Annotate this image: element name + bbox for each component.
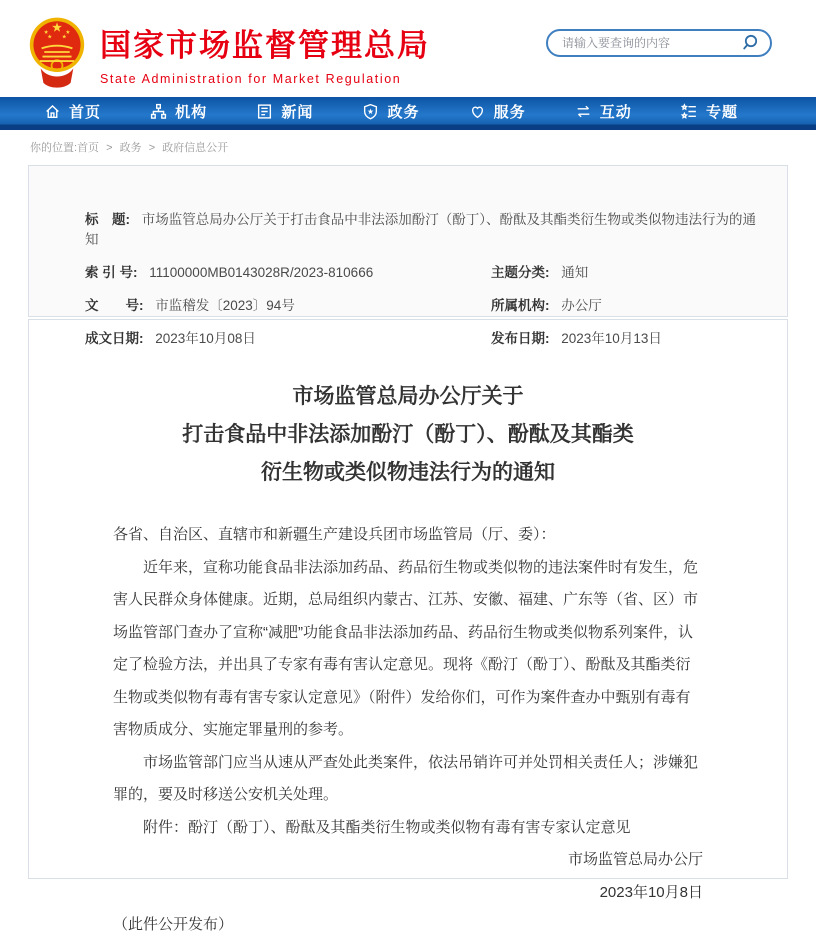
- document-meta-panel: [28, 165, 788, 346]
- meta-index-value: 11100000MB0143028R/2023-810666: [149, 265, 374, 280]
- nav-label: 首页: [69, 104, 102, 121]
- site-header: [0, 0, 816, 97]
- exchange-arrows-icon: [575, 103, 592, 120]
- document-signature: 市场监管总局办公厅: [567, 851, 703, 868]
- nav-item-interact[interactable]: [575, 101, 632, 122]
- document-publish-note: （此件公开发布）: [113, 916, 234, 933]
- nav-item-gov[interactable]: [362, 101, 419, 122]
- heart-icon: [469, 103, 486, 120]
- meta-index-label: 索 引 号:: [85, 265, 138, 280]
- meta-row-dates: [85, 327, 767, 347]
- document-salutation: 各省、自治区、直辖市和新疆生产建设兵团市场监管局（厅、委）：: [113, 526, 556, 543]
- nav-label: 机构: [175, 104, 208, 121]
- meta-publish-date-value: 2023年10月13日: [561, 331, 662, 346]
- document-title-line2: 打击食品中非法添加酚汀（酚丁）、酚酞及其酯类: [182, 423, 634, 446]
- meta-publish-date-label: 发布日期:: [491, 331, 550, 346]
- nav-label: 新闻: [281, 104, 314, 121]
- document-content-panel: [28, 319, 788, 933]
- meta-title-value: 市场监管总局办公厅关于打击食品中非法添加酚汀（酚丁）、酚酞及其酯类衍生物或类似物违法行为的通知: [85, 212, 757, 247]
- star-list-icon: [681, 103, 698, 120]
- document-paragraph: 近年来，宣称功能食品非法添加药品、药品衍生物或类似物的违法案件时有发生，危害人民群众身体健康。近期，总局组织内蒙古、江苏、安徽、福建、广东等（省、区）市场监管部门查办了宣称“减肥”功能食品非法添加药品、药品衍生物或类似物系列案件，认定了检验方法，并出具了专家有毒有害认定意见。现将《酚汀（酚丁）、酚酞及其酯类衍生物或类似物有毒有害专家认定意见》（附件）发给你们，可作为案件查办中甄别有毒有害物质成分、实施定罪量刑的参考。: [113, 558, 699, 738]
- meta-category-label: 主题分类:: [491, 265, 550, 280]
- meta-docnumber-value: 市监稽发〔2023〕94号: [155, 298, 295, 313]
- breadcrumb: [30, 139, 816, 155]
- home-icon: [44, 103, 61, 120]
- nav-item-org[interactable]: [150, 101, 207, 122]
- nav-item-service[interactable]: [469, 101, 526, 122]
- document-attachment-line: 附件：酚汀（酚丁）、酚酞及其酯类衍生物或类似物有毒有害专家认定意见: [143, 818, 631, 836]
- nav-item-news[interactable]: [256, 101, 313, 122]
- meta-written-date-value: 2023年10月08日: [155, 331, 256, 346]
- search-input[interactable]: [562, 36, 740, 50]
- breadcrumb-prefix: 你的位置:: [30, 142, 78, 154]
- document-signature-block: [113, 844, 703, 909]
- meta-agency-value: 办公厅: [561, 298, 602, 313]
- breadcrumb-link-info-disclosure[interactable]: 政府信息公开: [162, 142, 229, 154]
- meta-agency-label: 所属机构:: [491, 298, 550, 313]
- nav-label: 政务: [387, 104, 420, 121]
- news-icon: [256, 103, 273, 120]
- china-national-emblem-icon: [28, 13, 86, 91]
- document-sign-date: 2023年10月8日: [599, 883, 703, 901]
- meta-row-title: [85, 208, 767, 248]
- document-body: [113, 519, 703, 942]
- meta-written-date-label: 成文日期:: [85, 331, 144, 346]
- document-title-line1: 市场监管总局办公厅关于: [292, 385, 524, 408]
- meta-category-value: 通知: [561, 265, 589, 280]
- main-nav: [0, 97, 816, 130]
- meta-row-docnumber: [85, 294, 767, 314]
- breadcrumb-link-gov[interactable]: 政务: [119, 142, 142, 154]
- site-title-cn: 国家市场监督管理总局: [100, 28, 430, 63]
- breadcrumb-separator: >: [106, 142, 113, 154]
- meta-title-label: 标 题:: [85, 212, 130, 227]
- search-icon[interactable]: [740, 33, 760, 53]
- nav-item-topics[interactable]: [681, 101, 738, 122]
- document-title-line3: 衍生物或类似物违法行为的通知: [261, 461, 555, 484]
- nav-label: 专题: [705, 104, 738, 121]
- nav-label: 互动: [599, 104, 632, 121]
- document-title: [113, 378, 703, 492]
- org-chart-icon: [150, 103, 167, 120]
- breadcrumb-link-home[interactable]: 首页: [77, 142, 100, 154]
- search-box: [546, 29, 772, 57]
- document-paragraph: 市场监管部门应当从速从严查处此类案件，依法吊销许可并处罚相关责任人；涉嫌犯罪的，要及时移送公安机关处理。: [113, 753, 699, 803]
- site-title-en: State Administration for Market Regulation: [100, 72, 402, 86]
- breadcrumb-separator: >: [148, 142, 156, 154]
- shield-icon: [362, 103, 379, 120]
- meta-row-index: [85, 261, 767, 281]
- meta-docnumber-label: 文 号:: [85, 298, 144, 313]
- nav-label: 服务: [493, 104, 526, 121]
- nav-item-home[interactable]: [44, 101, 101, 122]
- site-brand: [100, 20, 430, 86]
